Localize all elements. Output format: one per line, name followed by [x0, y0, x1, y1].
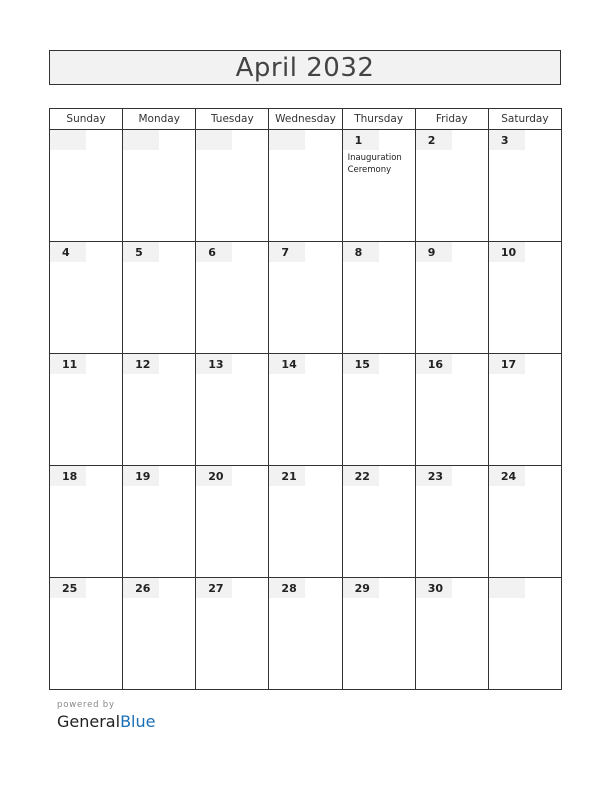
week-row [50, 130, 562, 242]
day-cell [415, 130, 488, 242]
day-number: 22 [343, 466, 379, 486]
day-number: 17 [489, 354, 525, 374]
day-cell [342, 354, 415, 466]
day-cell [196, 130, 269, 242]
calendar-title: April 2032 [235, 52, 375, 83]
brand-logo [57, 712, 155, 731]
day-cell [50, 466, 123, 578]
week-row [50, 578, 562, 690]
day-cell [196, 242, 269, 354]
day-cell [342, 242, 415, 354]
weekday-friday: Friday [415, 109, 488, 130]
day-number: 1 [343, 130, 379, 150]
day-cell [488, 242, 561, 354]
day-number: 15 [343, 354, 379, 374]
day-cell [415, 578, 488, 690]
day-number: 6 [196, 242, 232, 262]
powered-by-text: powered by [57, 700, 115, 710]
day-cell [269, 466, 342, 578]
day-number: 21 [269, 466, 305, 486]
day-number: 28 [269, 578, 305, 598]
weekday-wednesday: Wednesday [269, 109, 342, 130]
day-cell [488, 578, 561, 690]
day-number: 24 [489, 466, 525, 486]
brand-general: General [57, 712, 121, 731]
day-number [196, 130, 232, 150]
day-number: 30 [416, 578, 452, 598]
day-cell [50, 242, 123, 354]
brand-blue: Blue [120, 712, 156, 731]
day-number: 23 [416, 466, 452, 486]
day-cell [342, 130, 415, 242]
day-number: 7 [269, 242, 305, 262]
day-cell [488, 466, 561, 578]
day-cell [123, 354, 196, 466]
day-number: 29 [343, 578, 379, 598]
weekday-sunday: Sunday [50, 109, 123, 130]
day-cell [50, 354, 123, 466]
event-label: Inauguration Ceremony [347, 153, 402, 175]
calendar-title-box [49, 50, 561, 85]
weekday-monday: Monday [123, 109, 196, 130]
day-number: 13 [196, 354, 232, 374]
day-cell [342, 466, 415, 578]
day-cell [196, 578, 269, 690]
footer [57, 700, 155, 731]
day-cell [123, 130, 196, 242]
day-cell [415, 242, 488, 354]
day-number [269, 130, 305, 150]
day-number: 14 [269, 354, 305, 374]
day-number: 9 [416, 242, 452, 262]
day-number: 12 [123, 354, 159, 374]
day-number: 10 [489, 242, 525, 262]
day-number: 4 [50, 242, 86, 262]
day-cell [269, 578, 342, 690]
day-cell [50, 578, 123, 690]
day-cell [123, 242, 196, 354]
day-cell [415, 354, 488, 466]
day-number: 25 [50, 578, 86, 598]
day-number: 3 [489, 130, 525, 150]
day-cell [269, 242, 342, 354]
weekday-tuesday: Tuesday [196, 109, 269, 130]
day-cell [342, 578, 415, 690]
day-number: 11 [50, 354, 86, 374]
day-number: 8 [343, 242, 379, 262]
calendar-grid [49, 108, 562, 690]
day-number [489, 578, 525, 598]
day-cell [488, 130, 561, 242]
day-cell [196, 354, 269, 466]
week-row [50, 242, 562, 354]
day-number: 5 [123, 242, 159, 262]
week-row [50, 354, 562, 466]
day-number: 19 [123, 466, 159, 486]
day-number [123, 130, 159, 150]
weekday-saturday: Saturday [488, 109, 561, 130]
day-number [50, 130, 86, 150]
weekday-thursday: Thursday [342, 109, 415, 130]
day-cell [415, 466, 488, 578]
day-number: 18 [50, 466, 86, 486]
day-number: 2 [416, 130, 452, 150]
day-cell [50, 130, 123, 242]
day-cell [123, 578, 196, 690]
day-cell [269, 354, 342, 466]
day-cell [269, 130, 342, 242]
week-row [50, 466, 562, 578]
day-cell [488, 354, 561, 466]
day-number: 26 [123, 578, 159, 598]
day-cell [123, 466, 196, 578]
day-number: 20 [196, 466, 232, 486]
weekday-header-row [50, 109, 562, 130]
day-cell [196, 466, 269, 578]
day-number: 27 [196, 578, 232, 598]
day-number: 16 [416, 354, 452, 374]
